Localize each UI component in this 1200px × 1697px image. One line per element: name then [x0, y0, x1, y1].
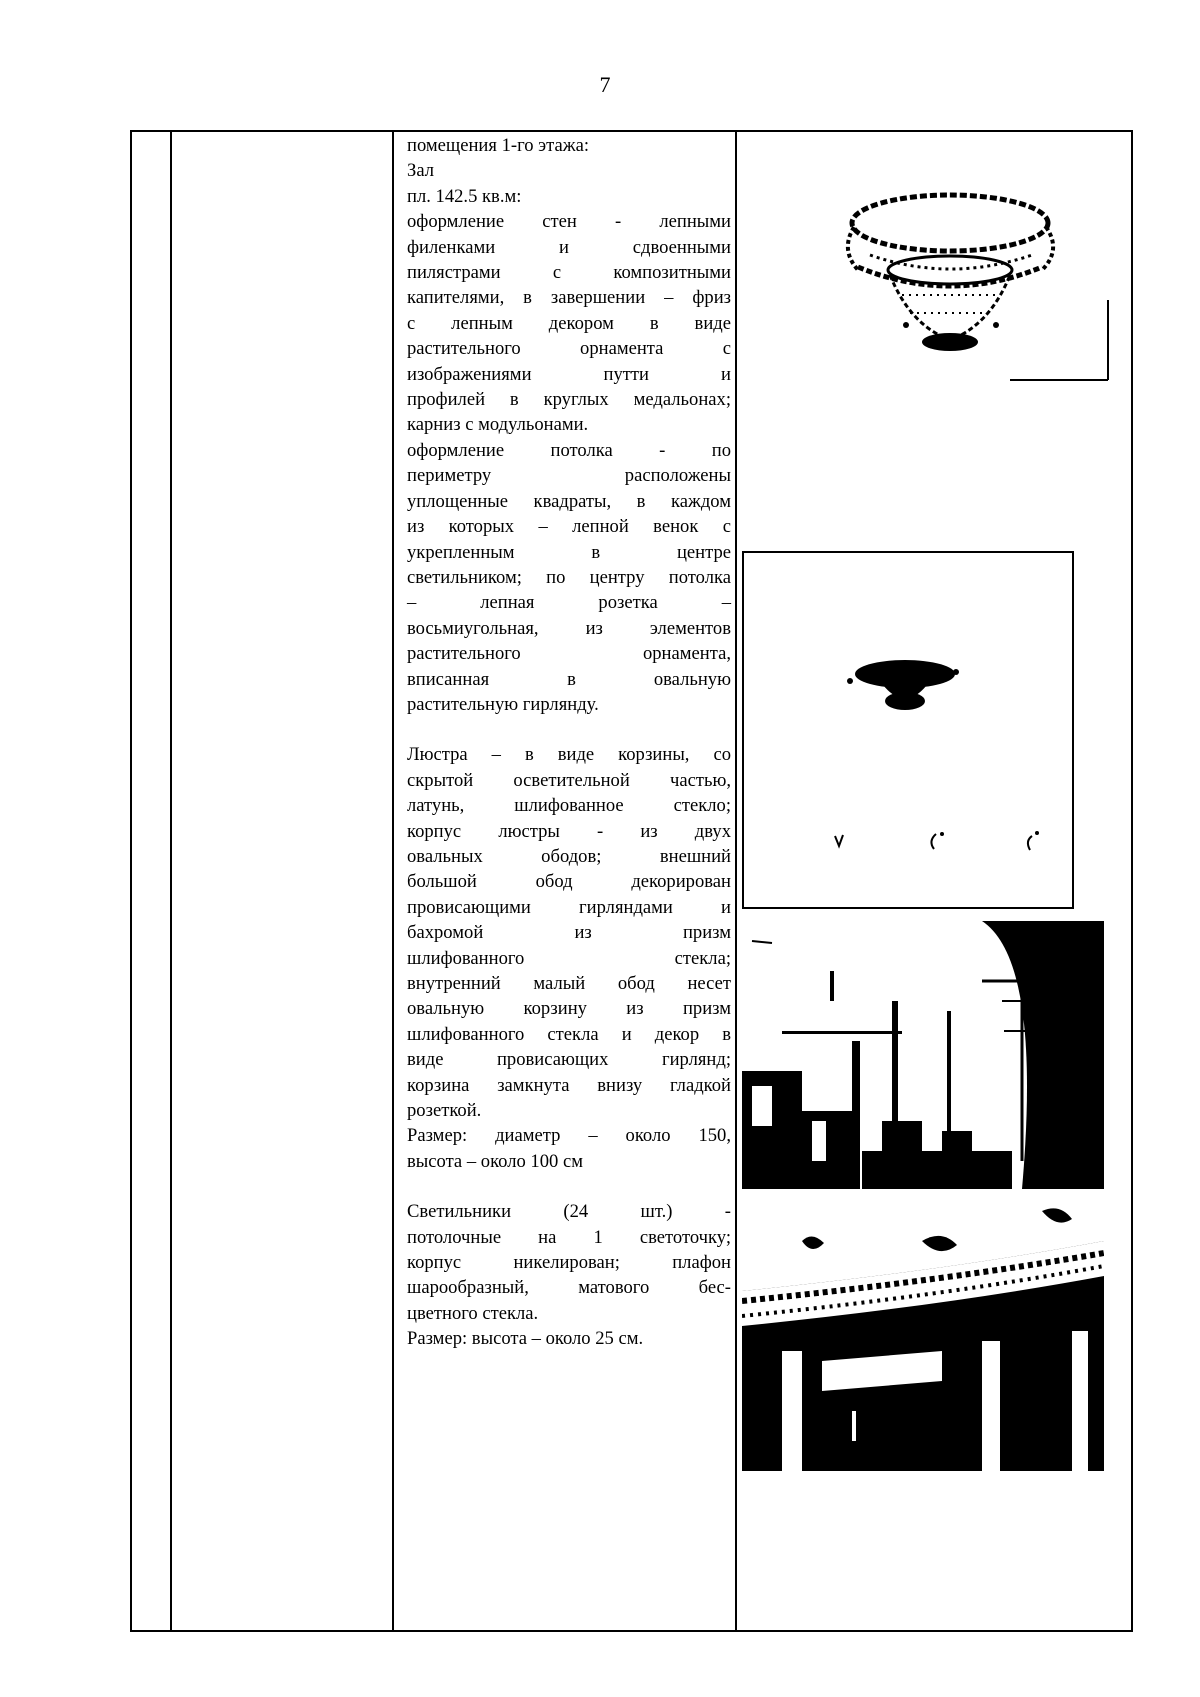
ceiling-rosette-photo — [742, 551, 1074, 909]
chandelier-line: шлифованного стекла; — [407, 947, 731, 969]
room-area: пл. 142.5 кв.м: — [407, 185, 522, 207]
ceiling-line: растительного орнамента, — [407, 643, 731, 665]
chandelier-line: Люстра – в виде корзины, со — [407, 744, 731, 766]
column-divider — [735, 132, 737, 1630]
chandelier-line: бахромой из призм — [407, 922, 731, 944]
description-cell — [407, 133, 731, 1352]
lamps-line: потолочные на 1 светоточку; — [407, 1226, 731, 1248]
chandelier-line: скрытой осветительной частью, — [407, 769, 731, 791]
page-number: 7 — [599, 72, 611, 97]
lamps-line: шарообразный, матового бес- — [407, 1277, 731, 1299]
walls-line: карниз с модульонами. — [407, 414, 589, 436]
ceiling-line: из которых – лепной венок с — [407, 516, 731, 538]
chandelier-line: виде провисающих гирлянд; — [407, 1049, 731, 1071]
chandelier-line: провисающими гирляндами и — [407, 896, 731, 918]
walls-line: растительного орнамента с — [407, 338, 731, 360]
hall-interior-photo — [742, 921, 1104, 1189]
ceiling-line: – лепная розетка – — [407, 592, 731, 614]
walls-line: капителями, в завершении – фриз — [407, 287, 731, 309]
walls-line: филенками и сдвоенными — [407, 236, 731, 258]
ceiling-line: восьмиугольная, из элементов — [407, 617, 731, 639]
chandelier-line: корзина замкнута внизу гладкой — [407, 1074, 731, 1096]
chandelier-line: розеткой. — [407, 1100, 482, 1122]
lamps-line: корпус никелирован; плафон — [407, 1252, 731, 1274]
lamps-line: цветного стекла. — [407, 1302, 539, 1324]
chandelier-line: латунь, шлифованное стекло; — [407, 795, 731, 817]
chandelier-size-line: Размер: диаметр – около 150, — [407, 1125, 731, 1147]
ceiling-line: периметру расположены — [407, 465, 731, 487]
column-divider — [392, 132, 394, 1630]
walls-line: профилей в круглых медальонах; — [407, 389, 731, 411]
ceiling-line: укрепленным в центре — [407, 541, 731, 563]
ceiling-line: уплощенные квадраты, в каждом — [407, 490, 731, 512]
chandelier-line: внутренний малый обод несет — [407, 973, 731, 994]
ceiling-line: вписанная в овальную — [407, 668, 731, 690]
walls-line: пилястрами с композитными — [407, 262, 731, 284]
ceiling-line: светильником; по центру потолка — [407, 566, 731, 588]
chandelier-line: большой обод декорирован — [407, 871, 731, 893]
walls-line: изображениями путти и — [407, 363, 731, 385]
chandelier-line: корпус люстры - из двух — [407, 820, 731, 842]
chandelier-line: овальную корзину из призм — [407, 998, 731, 1020]
lamps-size-line: Размер: высота – около 25 см. — [407, 1328, 644, 1350]
chandelier-line: шлифованного стекла и декор в — [407, 1023, 731, 1045]
chandelier-size-line: высота – около 100 см — [407, 1150, 583, 1172]
lamps-line: Светильники (24 шт.) - — [407, 1201, 731, 1223]
ceiling-line: растительную гирлянду. — [407, 693, 599, 715]
column-divider — [170, 132, 172, 1630]
cornice-frieze-photo — [742, 1201, 1104, 1471]
walls-line: с лепным декором в виде — [407, 312, 731, 334]
chandelier-photo — [810, 175, 1110, 385]
intro-line: помещения 1-го этажа: — [407, 135, 590, 156]
room-name: Зал — [407, 160, 435, 182]
walls-line: оформление стен - лепными — [407, 211, 731, 233]
chandelier-line: овальных ободов; внешний — [407, 845, 731, 867]
ceiling-line: оформление потолка - по — [407, 439, 731, 461]
